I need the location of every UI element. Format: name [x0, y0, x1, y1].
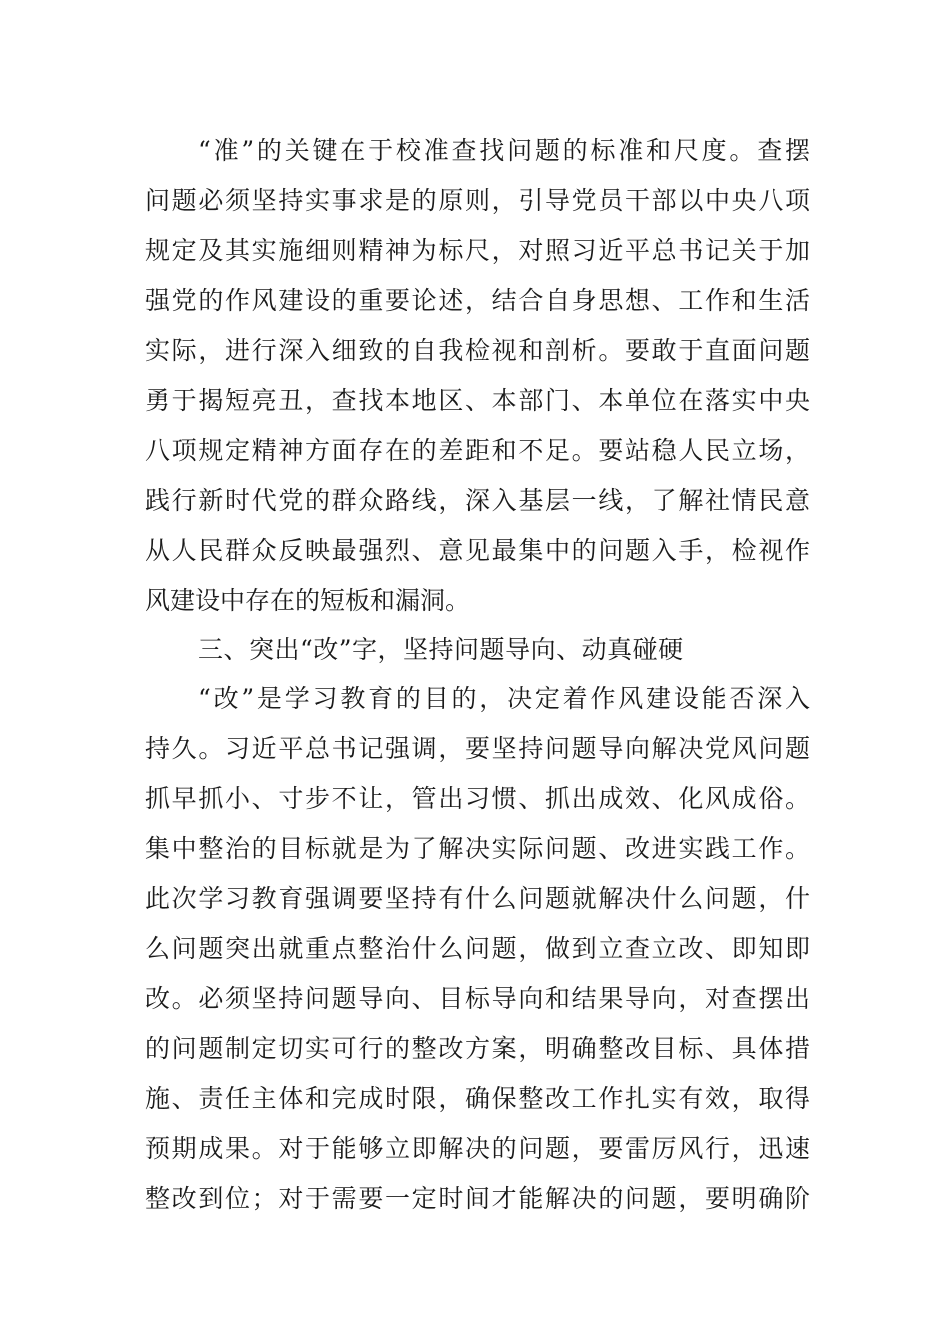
paragraph-1-line-2: 问题必须坚持实事求是的原则，引导党员干部以中央八项 [145, 186, 810, 215]
paragraph-2-line-2: 持久。习近平总书记强调，要坚持问题导向解决党风问题 [145, 734, 810, 763]
paragraph-2-line-3: 抓早抓小、寸步不让，管出习惯、抓出成效、化风成俗。 [145, 784, 810, 813]
paragraph-1-line-1: “准”的关键在于校准查找问题的标准和尺度。查摆 [198, 136, 810, 165]
paragraph-2-line-7: 改。必须坚持问题导向、目标导向和结果导向，对查摆出 [145, 984, 810, 1013]
section-heading-3: 三、突出“改”字，坚持问题导向、动真碰硬 [198, 635, 684, 664]
paragraph-2-line-9: 施、责任主体和完成时限，确保整改工作扎实有效，取得 [145, 1084, 810, 1113]
paragraph-1-line-8: 践行新时代党的群众路线，深入基层一线，了解社情民意 [145, 486, 810, 515]
paragraph-1-line-3: 规定及其实施细则精神为标尺，对照习近平总书记关于加 [145, 236, 810, 265]
paragraph-2-line-4: 集中整治的目标就是为了解决实际问题、改进实践工作。 [145, 834, 810, 863]
paragraph-1-line-10: 风建设中存在的短板和漏洞。 [145, 586, 471, 615]
paragraph-1-line-9: 从人民群众反映最强烈、意见最集中的问题入手，检视作 [145, 536, 810, 565]
paragraph-2-line-8: 的问题制定切实可行的整改方案，明确整改目标、具体措 [145, 1034, 810, 1063]
paragraph-1-line-7: 八项规定精神方面存在的差距和不足。要站稳人民立场， [145, 436, 810, 465]
paragraph-2-line-6: 么问题突出就重点整治什么问题，做到立查立改、即知即 [145, 934, 810, 963]
paragraph-2-line-10: 预期成果。对于能够立即解决的问题，要雷厉风行，迅速 [145, 1134, 810, 1163]
paragraph-1-line-4: 强党的作风建设的重要论述，结合自身思想、工作和生活 [145, 286, 810, 315]
paragraph-2-line-1: “改”是学习教育的目的，决定着作风建设能否深入 [198, 684, 810, 713]
paragraph-2-line-11: 整改到位；对于需要一定时间才能解决的问题，要明确阶 [145, 1184, 810, 1213]
paragraph-1-line-5: 实际，进行深入细致的自我检视和剖析。要敢于直面问题 [145, 336, 810, 365]
paragraph-2-line-5: 此次学习教育强调要坚持有什么问题就解决什么问题，什 [145, 884, 810, 913]
paragraph-1-line-6: 勇于揭短亮丑，查找本地区、本部门、本单位在落实中央 [145, 386, 810, 415]
